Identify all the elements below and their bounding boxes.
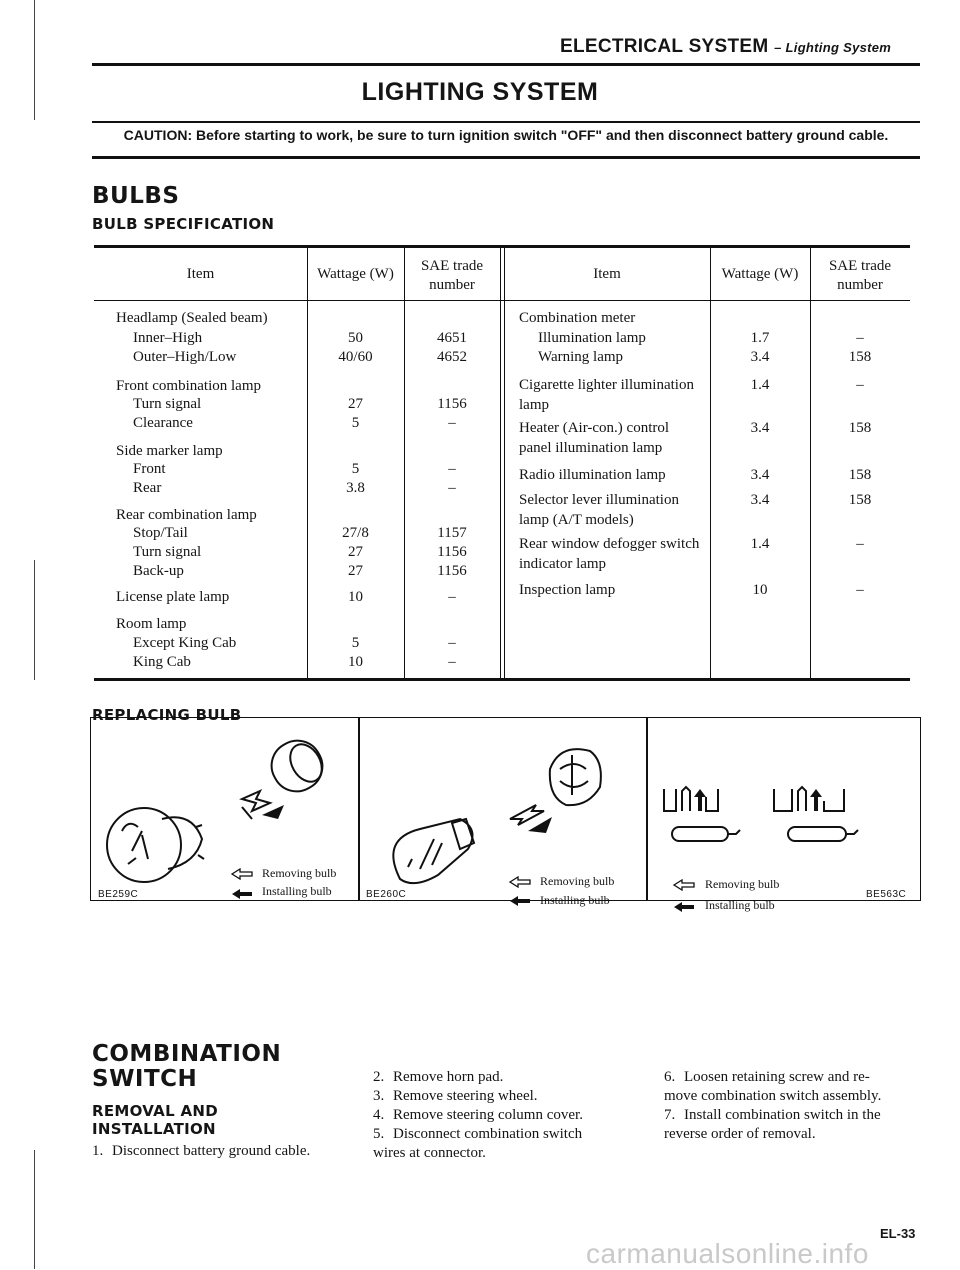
item-cell: Except King Cab	[133, 635, 237, 651]
item-cell: Illumination lamp	[538, 330, 646, 346]
binding-margin-line	[34, 560, 35, 680]
header-subsection: – Lighting System	[774, 40, 892, 55]
sae-cell: 158	[848, 420, 872, 436]
item-cell: Stop/Tail	[133, 525, 188, 541]
sae-header-line2: number	[837, 277, 883, 293]
column-header-wattage: Wattage (W)	[317, 266, 394, 282]
installing-arrow-icon	[508, 895, 532, 907]
sae-cell: –	[856, 330, 864, 346]
sae-cell: –	[448, 461, 456, 477]
wattage-cell: 3.4	[750, 467, 770, 483]
wattage-cell: 1.4	[750, 377, 770, 393]
step-text: Remove horn pad.	[393, 1069, 504, 1085]
wattage-cell: 1.7	[750, 330, 770, 346]
wattage-cell: 27	[348, 563, 363, 579]
wattage-cell: 27	[348, 396, 363, 412]
sae-cell: –	[448, 654, 456, 670]
step-number: 7.	[664, 1107, 676, 1123]
wattage-cell: 3.8	[346, 480, 365, 496]
wedge-bulb-illustration	[360, 719, 645, 899]
legend-installing-bulb: Installing bulb	[540, 893, 610, 907]
step-number: 5.	[373, 1126, 385, 1142]
heading-line: INSTALLATION	[92, 1120, 216, 1138]
item-cell: Outer–High/Low	[133, 349, 237, 365]
wattage-cell: 1.4	[750, 536, 770, 552]
item-cell: King Cab	[133, 654, 191, 670]
wattage-cell: 27/8	[342, 525, 369, 541]
column-divider	[810, 248, 811, 678]
sae-cell: 1156	[437, 396, 467, 412]
removing-arrow-icon	[672, 879, 696, 891]
installing-arrow-icon	[672, 901, 696, 913]
step-item	[664, 1106, 920, 1144]
item-cell: Cigarette lighter illumination	[519, 377, 694, 393]
step-number: 1.	[92, 1143, 104, 1159]
header-section: ELECTRICAL SYSTEM	[560, 36, 769, 57]
figure-code: BE563C	[866, 889, 907, 900]
caution-note: CAUTION: Before starting to work, be sure to turn ignition switch "OFF" and then disconnect battery ground cable.	[123, 127, 889, 143]
item-cell: Rear window defogger switch	[519, 536, 700, 552]
sae-cell: –	[448, 415, 456, 431]
header-rule	[92, 63, 920, 66]
column-divider	[500, 248, 501, 678]
column-header-item: Item	[186, 266, 215, 282]
watermark: carmanualsonline.info	[586, 1238, 869, 1269]
item-cell: lamp	[519, 397, 549, 413]
page-title: LIGHTING SYSTEM	[361, 78, 599, 106]
step-number: 3.	[373, 1088, 385, 1104]
column-header-wattage: Wattage (W)	[721, 266, 799, 282]
bulbs-heading: BULBS	[92, 183, 180, 209]
item-cell: Rear combination lamp	[116, 507, 257, 523]
sae-header-line2: number	[429, 277, 475, 293]
step-text: wires at connector.	[373, 1145, 486, 1161]
step-item	[373, 1125, 582, 1163]
sae-header-line1: SAE trade	[828, 258, 892, 274]
caution-rule-bottom	[92, 156, 920, 159]
item-cell: Headlamp (Sealed beam)	[116, 310, 268, 326]
step-item	[373, 1068, 503, 1087]
caution-rule-top	[92, 121, 920, 123]
item-cell: panel illumination lamp	[519, 440, 663, 456]
figure-code: BE260C	[366, 889, 407, 900]
step-item	[664, 1068, 920, 1106]
step-text: Loosen retaining screw and re-	[684, 1069, 870, 1085]
bulb-specification-heading: BULB SPECIFICATION	[92, 215, 275, 233]
wattage-cell: 3.4	[750, 420, 770, 436]
wattage-cell: 50	[348, 330, 363, 346]
step-text: Remove steering wheel.	[393, 1088, 538, 1104]
sae-cell: 158	[848, 467, 872, 483]
legend-installing-bulb: Installing bulb	[705, 898, 775, 912]
sae-cell: –	[448, 480, 456, 496]
step-number: 4.	[373, 1107, 385, 1123]
step-item	[373, 1087, 538, 1106]
figure-code: BE259C	[98, 889, 139, 900]
item-cell: Front combination lamp	[116, 378, 261, 394]
item-cell: Warning lamp	[538, 349, 624, 365]
wattage-cell: 5	[351, 461, 360, 477]
column-header-sae	[404, 257, 500, 295]
wattage-cell: 10	[348, 589, 363, 605]
wattage-cell: 10	[348, 654, 363, 670]
sae-header-line1: SAE trade	[420, 258, 484, 274]
item-cell: Turn signal	[133, 396, 202, 412]
sae-cell: –	[856, 582, 864, 598]
step-number: 6.	[664, 1069, 676, 1085]
step-item	[373, 1106, 583, 1125]
item-cell: lamp (A/T models)	[519, 512, 634, 528]
item-cell: Inspection lamp	[519, 582, 616, 598]
item-cell: Turn signal	[133, 544, 202, 560]
wattage-cell: 40/60	[338, 349, 373, 365]
page-number: EL-33	[880, 1226, 916, 1241]
item-cell: Back-up	[133, 563, 184, 579]
installing-arrow-icon	[230, 888, 254, 900]
legend-removing-bulb: Removing bulb	[705, 877, 780, 891]
column-divider	[504, 248, 505, 678]
heading-line: REMOVAL AND	[92, 1102, 218, 1120]
legend-removing-bulb: Removing bulb	[540, 874, 615, 888]
sae-cell: 1156	[437, 563, 467, 579]
legend-installing-bulb: Installing bulb	[262, 884, 332, 898]
heading-line: SWITCH	[92, 1066, 198, 1092]
item-cell: Side marker lamp	[116, 443, 223, 459]
removing-arrow-icon	[230, 868, 254, 880]
column-header-item: Item	[593, 266, 621, 282]
wattage-cell: 3.4	[750, 492, 770, 508]
table-header-rule	[94, 300, 910, 301]
step-text: Disconnect battery ground cable.	[112, 1143, 311, 1159]
table-bottom-rule	[94, 678, 910, 681]
step-text: reverse order of removal.	[664, 1126, 816, 1142]
festoon-bulb-illustration	[648, 719, 920, 899]
sae-cell: –	[856, 377, 864, 393]
sae-cell: –	[856, 536, 864, 552]
heading-line: COMBINATION	[92, 1041, 282, 1067]
item-cell: Combination meter	[519, 310, 636, 326]
step-text: Install combination switch in the	[684, 1107, 881, 1123]
wattage-cell: 27	[348, 544, 363, 560]
sae-cell: 158	[848, 492, 872, 508]
item-cell: Clearance	[133, 415, 193, 431]
removing-arrow-icon	[508, 876, 532, 888]
column-header-sae	[810, 257, 910, 295]
wattage-cell: 5	[351, 635, 360, 651]
step-text: Disconnect combination switch	[393, 1126, 583, 1142]
step-text: Remove steering column cover.	[393, 1107, 583, 1123]
item-cell: Room lamp	[116, 616, 187, 632]
sae-cell: 1156	[437, 544, 467, 560]
wattage-cell: 3.4	[750, 349, 770, 365]
item-cell: Selector lever illumination	[519, 492, 679, 508]
binding-margin-line	[34, 1150, 35, 1269]
sae-cell: –	[448, 589, 456, 605]
step-number: 2.	[373, 1069, 385, 1085]
item-cell: Inner–High	[133, 330, 203, 346]
legend-removing-bulb: Removing bulb	[262, 866, 337, 880]
item-cell: Front	[133, 461, 166, 477]
sae-cell: 4651	[437, 330, 467, 346]
item-cell: indicator lamp	[519, 556, 607, 572]
step-item	[92, 1142, 310, 1161]
combination-switch-heading	[92, 1042, 281, 1092]
item-cell: Radio illumination lamp	[519, 467, 666, 483]
step-text: move combination switch assembly.	[664, 1088, 882, 1104]
removal-installation-heading	[92, 1102, 218, 1138]
wattage-cell: 5	[351, 415, 360, 431]
item-cell: Heater (Air-con.) control	[519, 420, 670, 436]
sae-cell: 158	[848, 349, 872, 365]
replacing-bulb-heading: REPLACING BULB	[92, 706, 242, 724]
sae-cell: 1157	[437, 525, 467, 541]
item-cell: License plate lamp	[116, 589, 230, 605]
wattage-cell: 10	[752, 582, 768, 598]
sae-cell: –	[448, 635, 456, 651]
item-cell: Rear	[133, 480, 162, 496]
column-divider	[710, 248, 711, 678]
running-header	[560, 36, 891, 58]
sae-cell: 4652	[437, 349, 467, 365]
table-top-rule	[94, 245, 910, 248]
